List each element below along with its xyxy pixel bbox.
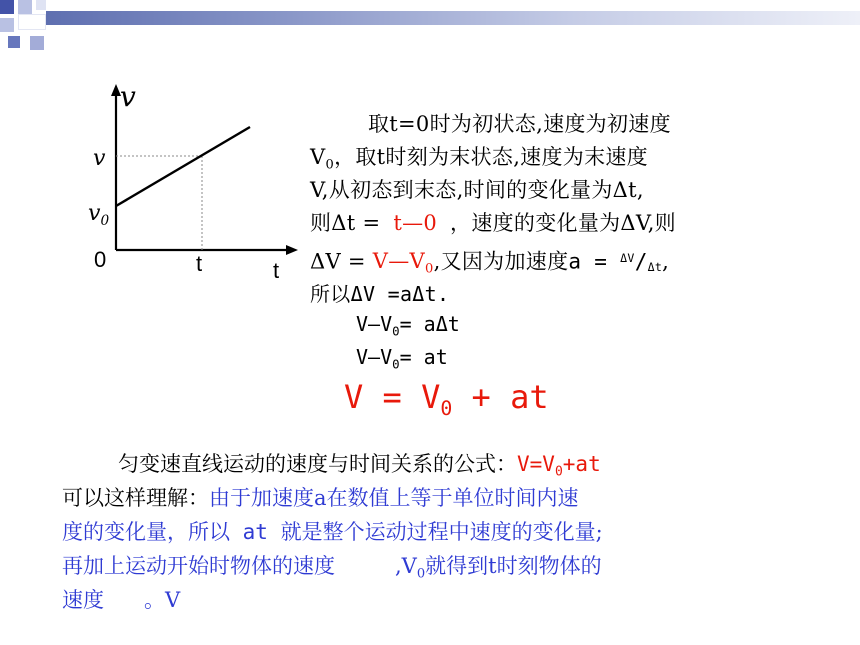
deco-square [30, 36, 44, 50]
deco-square [18, 0, 32, 14]
summary-line-2: 可以这样理解：由于加速度a在数值上等于单位时间内速 [62, 486, 579, 510]
header-gradient-bar [46, 11, 860, 25]
deco-square [0, 0, 14, 14]
formula-inline: $V=V_0+at$ [517, 452, 601, 480]
derivation-line-4: 则Δt = t—0 ，速度的变化量为ΔV,则 [310, 211, 676, 235]
summary-line-5: 速度 。V [62, 588, 181, 612]
deco-square [18, 14, 46, 30]
derivation-line-2: $V_0$，取t时刻为末状态,速度为末速度 [310, 145, 648, 173]
equation-2: $V—V_0=$ at [356, 345, 448, 372]
equation-1: $V—V_0= a\Delta t$ [356, 312, 460, 339]
x-axis-arrow [286, 245, 298, 255]
y-axis-label: v [120, 80, 136, 113]
deco-square [0, 18, 14, 32]
header-decoration [0, 0, 860, 50]
deco-square [36, 0, 46, 10]
deco-square [8, 36, 20, 48]
derivation-line-1: 取t=0时为初状态,速度为初速度 [368, 112, 671, 136]
derivation-line-5: $\Delta V = V—V_0$,又因为加速度a = $^{\Delta V}$/Δt, [310, 249, 670, 277]
derivation-line-3: V,从初态到末态,时间的变化量为Δt, [310, 178, 644, 202]
delta-v-value: $V—V_0$ [372, 249, 434, 277]
origin-label: 0 [94, 247, 107, 272]
final-equation: $V = V_0$ + at [344, 378, 549, 420]
delta-t-value: t—0 [393, 211, 438, 235]
x-axis-label: t [273, 258, 280, 283]
derivation-line-6: 所以ΔV =aΔt. [310, 282, 450, 306]
velocity-line [116, 127, 250, 206]
v0-tick-label: $v_0$ [88, 201, 110, 229]
summary-line-3: 度的变化量，所以 at 就是整个运动过程中速度的变化量; [62, 520, 603, 544]
v-tick-label: v [93, 146, 106, 171]
summary-line-1: 匀变速直线运动的速度与时间关系的公式：$V=V_0+at$ [118, 452, 601, 480]
summary-line-4: 再加上运动开始时物体的速度 $,V_0$就得到t时刻物体的 [62, 554, 602, 582]
t-tick-label: t [196, 251, 203, 276]
